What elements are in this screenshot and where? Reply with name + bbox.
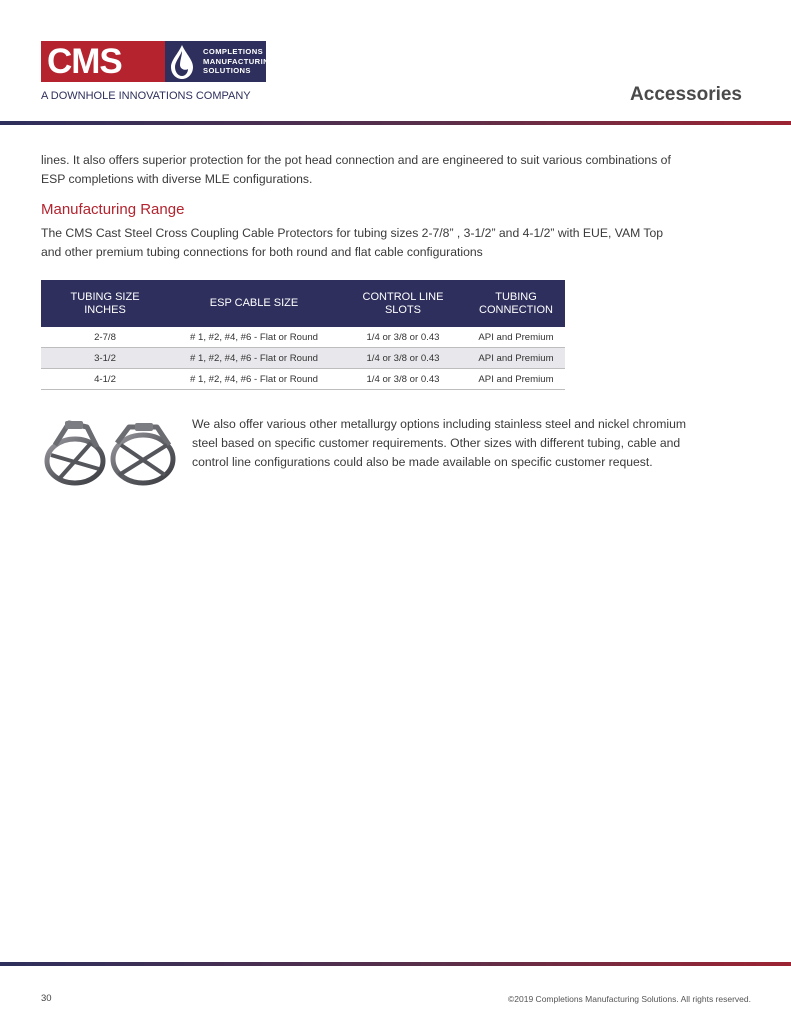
header-line: TUBING: [495, 290, 537, 303]
cable-protector-product-image: [41, 415, 181, 495]
column-header-tubing-size: [41, 280, 169, 327]
logo-word: SOLUTIONS: [203, 66, 251, 76]
table-cell: API and Premium: [467, 369, 565, 390]
oil-drop-icon: [167, 44, 197, 80]
table-cell: # 1, #2, #4, #6 - Flat or Round: [169, 348, 339, 369]
cable-protector-right: [113, 423, 173, 483]
copyright-notice: ©2019 Completions Manufacturing Solutions. All rights reserved.: [508, 994, 751, 1004]
intro-paragraph: lines. It also offers superior protection for the pot head connection and are engineered to suit various combinations of ESP completions with diverse MLE configurations.: [41, 153, 671, 186]
section-title: Accessories: [630, 84, 742, 105]
manufacturing-range-paragraph: The CMS Cast Steel Cross Coupling Cable Protectors for tubing sizes 2-7/8” , 3-1/2” and 4-1/2” with EUE, VAM Top and other premium tubing connections for both round and flat cable configurations: [41, 226, 664, 259]
table-cell: 1/4 or 3/8 or 0.43: [339, 348, 467, 369]
footer-divider: [0, 962, 791, 966]
table-cell: API and Premium: [467, 327, 565, 348]
specifications-table: [41, 280, 565, 390]
header-line: ESP CABLE SIZE: [209, 297, 299, 309]
header-line: CONNECTION: [479, 303, 553, 316]
table-row: [41, 369, 565, 390]
header-line: SLOTS: [384, 303, 422, 316]
table-header-row: [41, 280, 565, 327]
table-row: [41, 348, 565, 369]
header-line: TUBING SIZE: [70, 290, 140, 303]
logo-red-panel: [41, 41, 165, 82]
table-cell: 4-1/2: [41, 369, 169, 390]
header-line: INCHES: [84, 303, 126, 316]
logo-word: MANUFACTURING: [203, 56, 276, 66]
table-cell: # 1, #2, #4, #6 - Flat or Round: [169, 369, 339, 390]
logo-brand-text: CMS: [47, 42, 122, 81]
column-header-esp-cable-size: [169, 280, 339, 327]
manufacturing-range-heading: Manufacturing Range: [41, 201, 185, 218]
table-cell: 3-1/2: [41, 348, 169, 369]
page-number: 30: [41, 993, 52, 1004]
table-cell: 1/4 or 3/8 or 0.43: [339, 369, 467, 390]
column-header-tubing-connection: [467, 280, 565, 327]
header-line: CONTROL LINE: [362, 290, 444, 303]
company-logo: [41, 41, 276, 82]
table-cell: 1/4 or 3/8 or 0.43: [339, 327, 467, 348]
company-tagline: A DOWNHOLE INNOVATIONS COMPANY: [41, 90, 251, 102]
header-divider: [0, 121, 791, 125]
table-row: [41, 327, 565, 348]
column-header-control-line-slots: [339, 280, 467, 327]
cable-protector-left: [47, 421, 103, 483]
other-options-paragraph: We also offer various other metallurgy options including stainless steel and nickel chromium steel based on specific customer requirements. Other sizes with different tubing, cable and control line configurations could also be made available on specific customer request.: [192, 417, 687, 469]
table-cell: API and Premium: [467, 348, 565, 369]
table-cell: # 1, #2, #4, #6 - Flat or Round: [169, 327, 339, 348]
logo-word: COMPLETIONS: [203, 47, 264, 56]
table-cell: 2-7/8: [41, 327, 169, 348]
logo-wordmark: [203, 47, 275, 76]
